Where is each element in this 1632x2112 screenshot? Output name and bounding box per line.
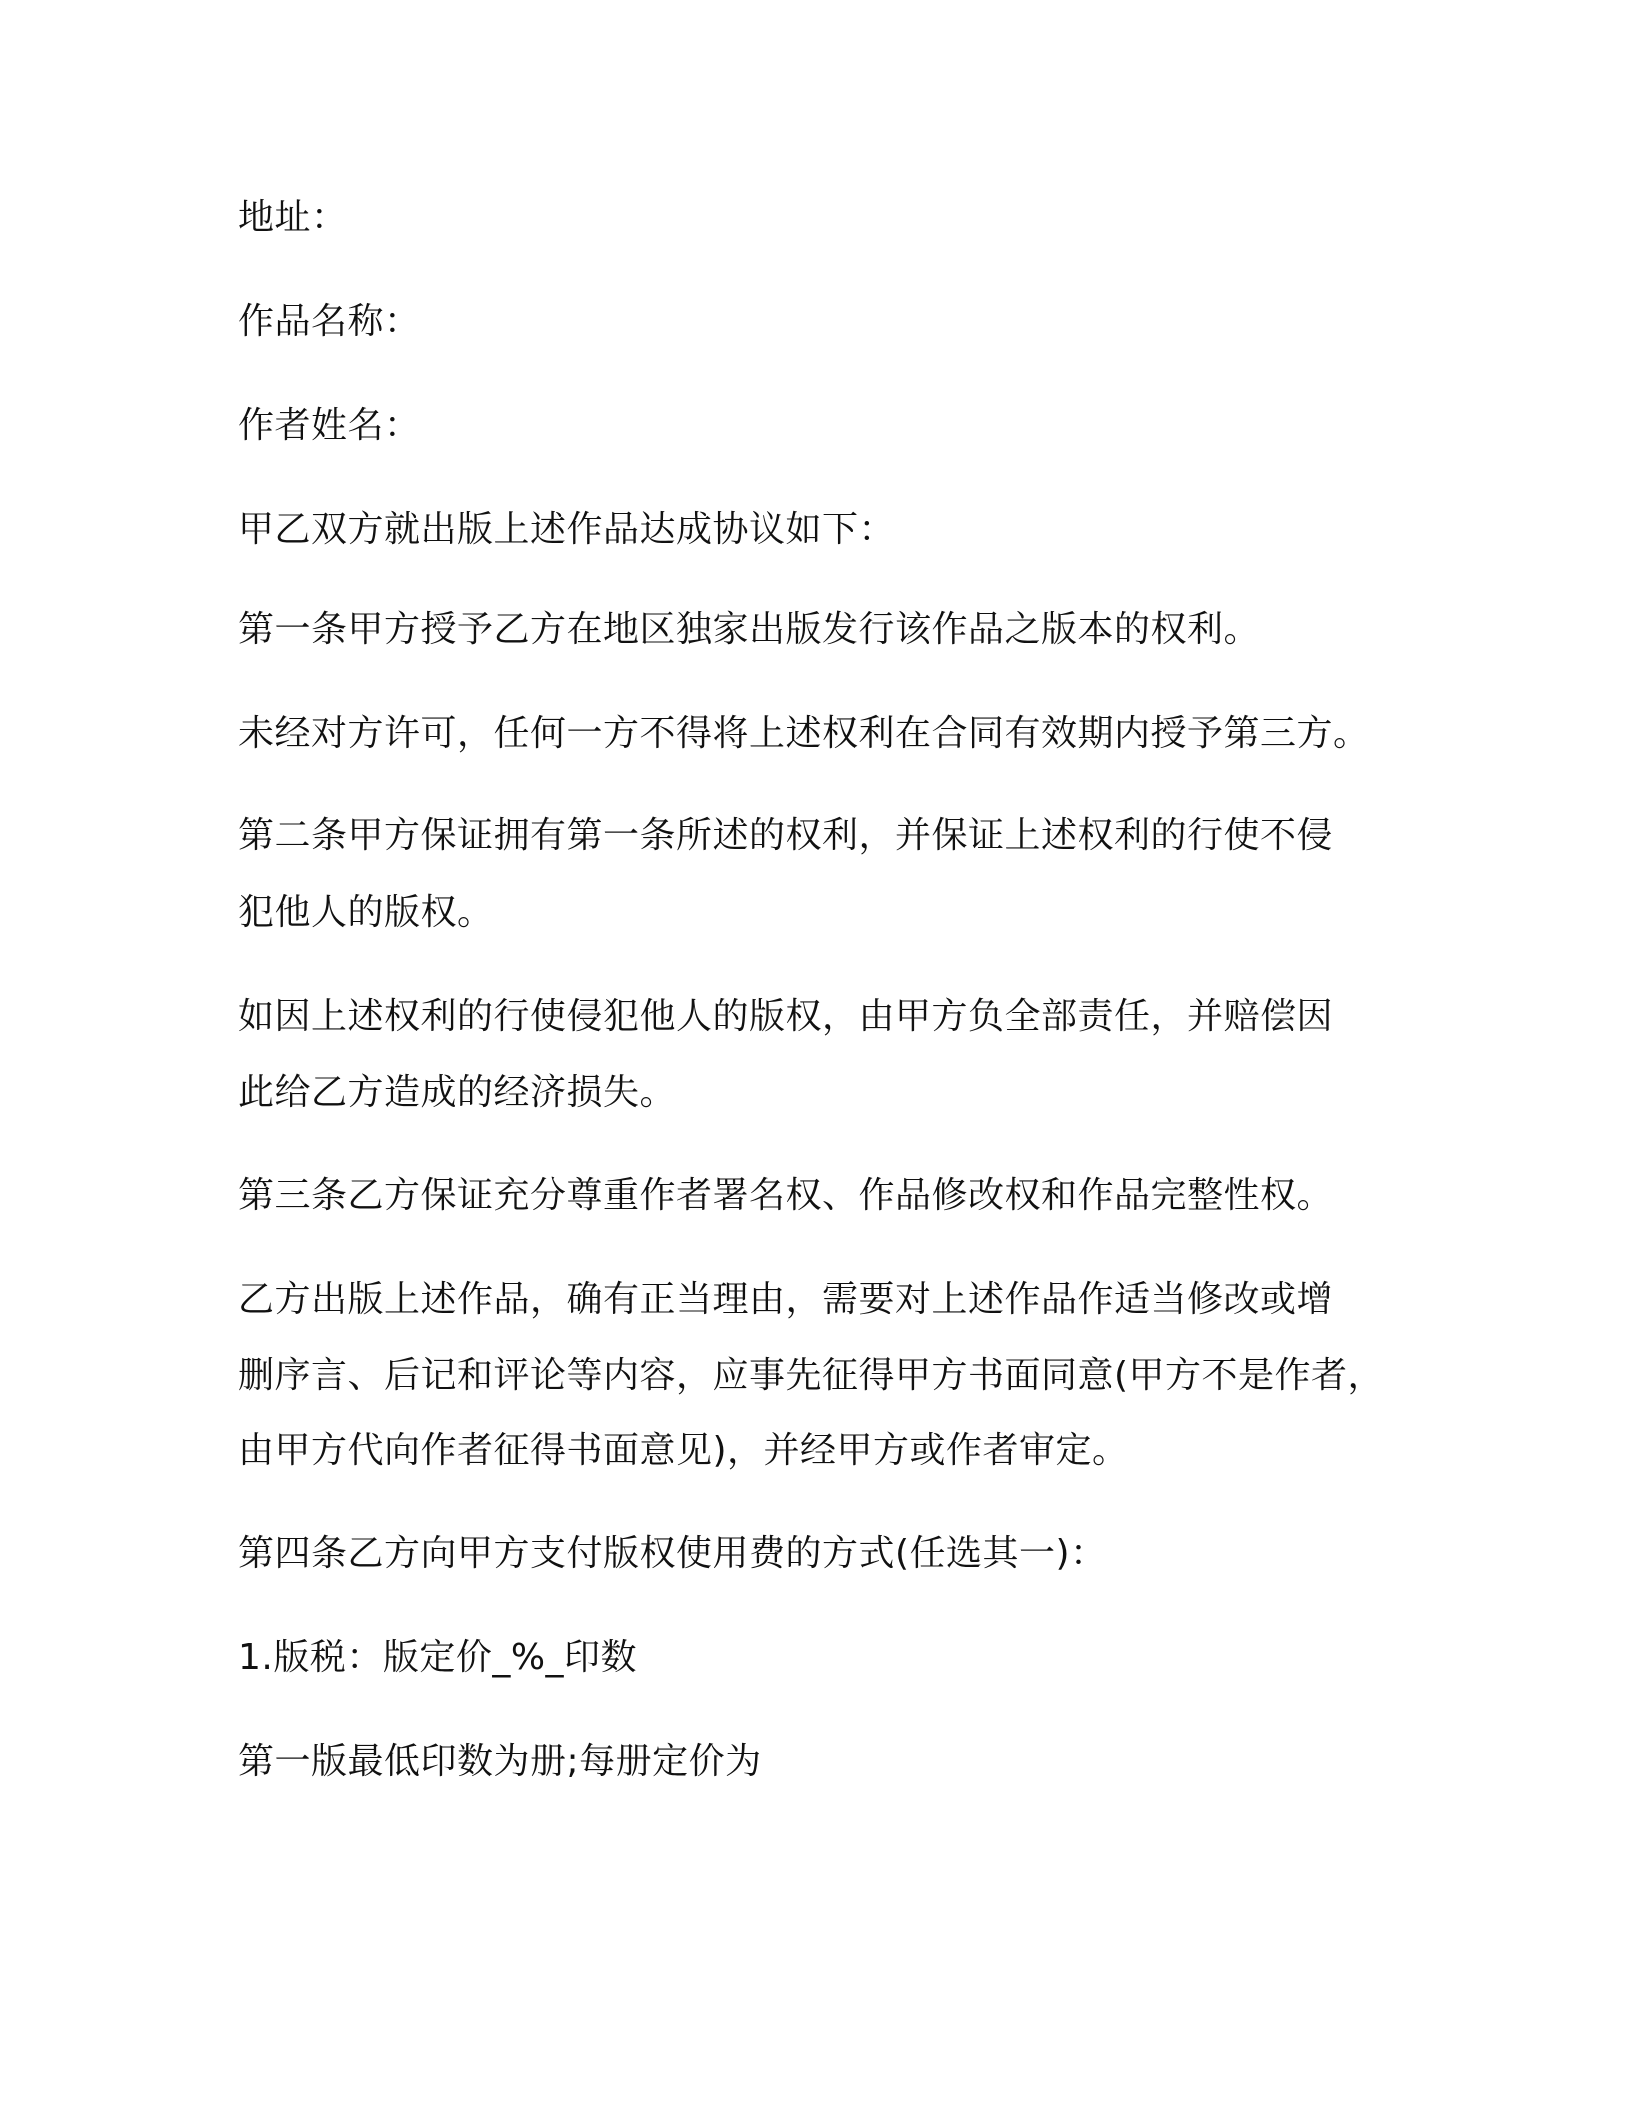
first-edition-terms: 第一版最低印数为册;每册定价为 <box>238 1741 762 1782</box>
article-1-line-1: 第一条甲方授予乙方在地区独家出版发行该作品之版本的权利。 <box>238 609 1261 650</box>
agreement-intro: 甲乙双方就出版上述作品达成协议如下： <box>238 509 896 550</box>
article-2-line-2: 犯他人的版权。 <box>238 892 494 933</box>
article-4-line-1: 第四条乙方向甲方支付版权使用费的方式(任选其一)： <box>238 1533 1107 1574</box>
field-work-title: 作品名称： <box>238 301 421 342</box>
article-2-line-1: 第二条甲方保证拥有第一条所述的权利，并保证上述权利的行使不侵 <box>238 815 1334 856</box>
article-2-para-2-line-2: 此给乙方造成的经济损失。 <box>238 1072 677 1113</box>
field-author-name: 作者姓名： <box>238 405 421 446</box>
article-3-para-2-line-2: 删序言、后记和评论等内容，应事先征得甲方书面同意(甲方不是作者， <box>238 1355 1385 1396</box>
article-3-para-2-line-3: 由甲方代向作者征得书面意见)，并经甲方或作者审定。 <box>238 1430 1129 1471</box>
article-3-para-2-line-1: 乙方出版上述作品，确有正当理由，需要对上述作品作适当修改或增 <box>238 1279 1334 1320</box>
royalty-option-1: 1.版税：版定价_%_印数 <box>238 1637 638 1678</box>
article-3-line-1: 第三条乙方保证充分尊重作者署名权、作品修改权和作品完整性权。 <box>238 1175 1334 1216</box>
article-1-line-2: 未经对方许可，任何一方不得将上述权利在合同有效期内授予第三方。 <box>238 713 1370 754</box>
article-2-para-2-line-1: 如因上述权利的行使侵犯他人的版权，由甲方负全部责任，并赔偿因 <box>238 996 1334 1037</box>
field-address: 地址： <box>238 197 348 238</box>
